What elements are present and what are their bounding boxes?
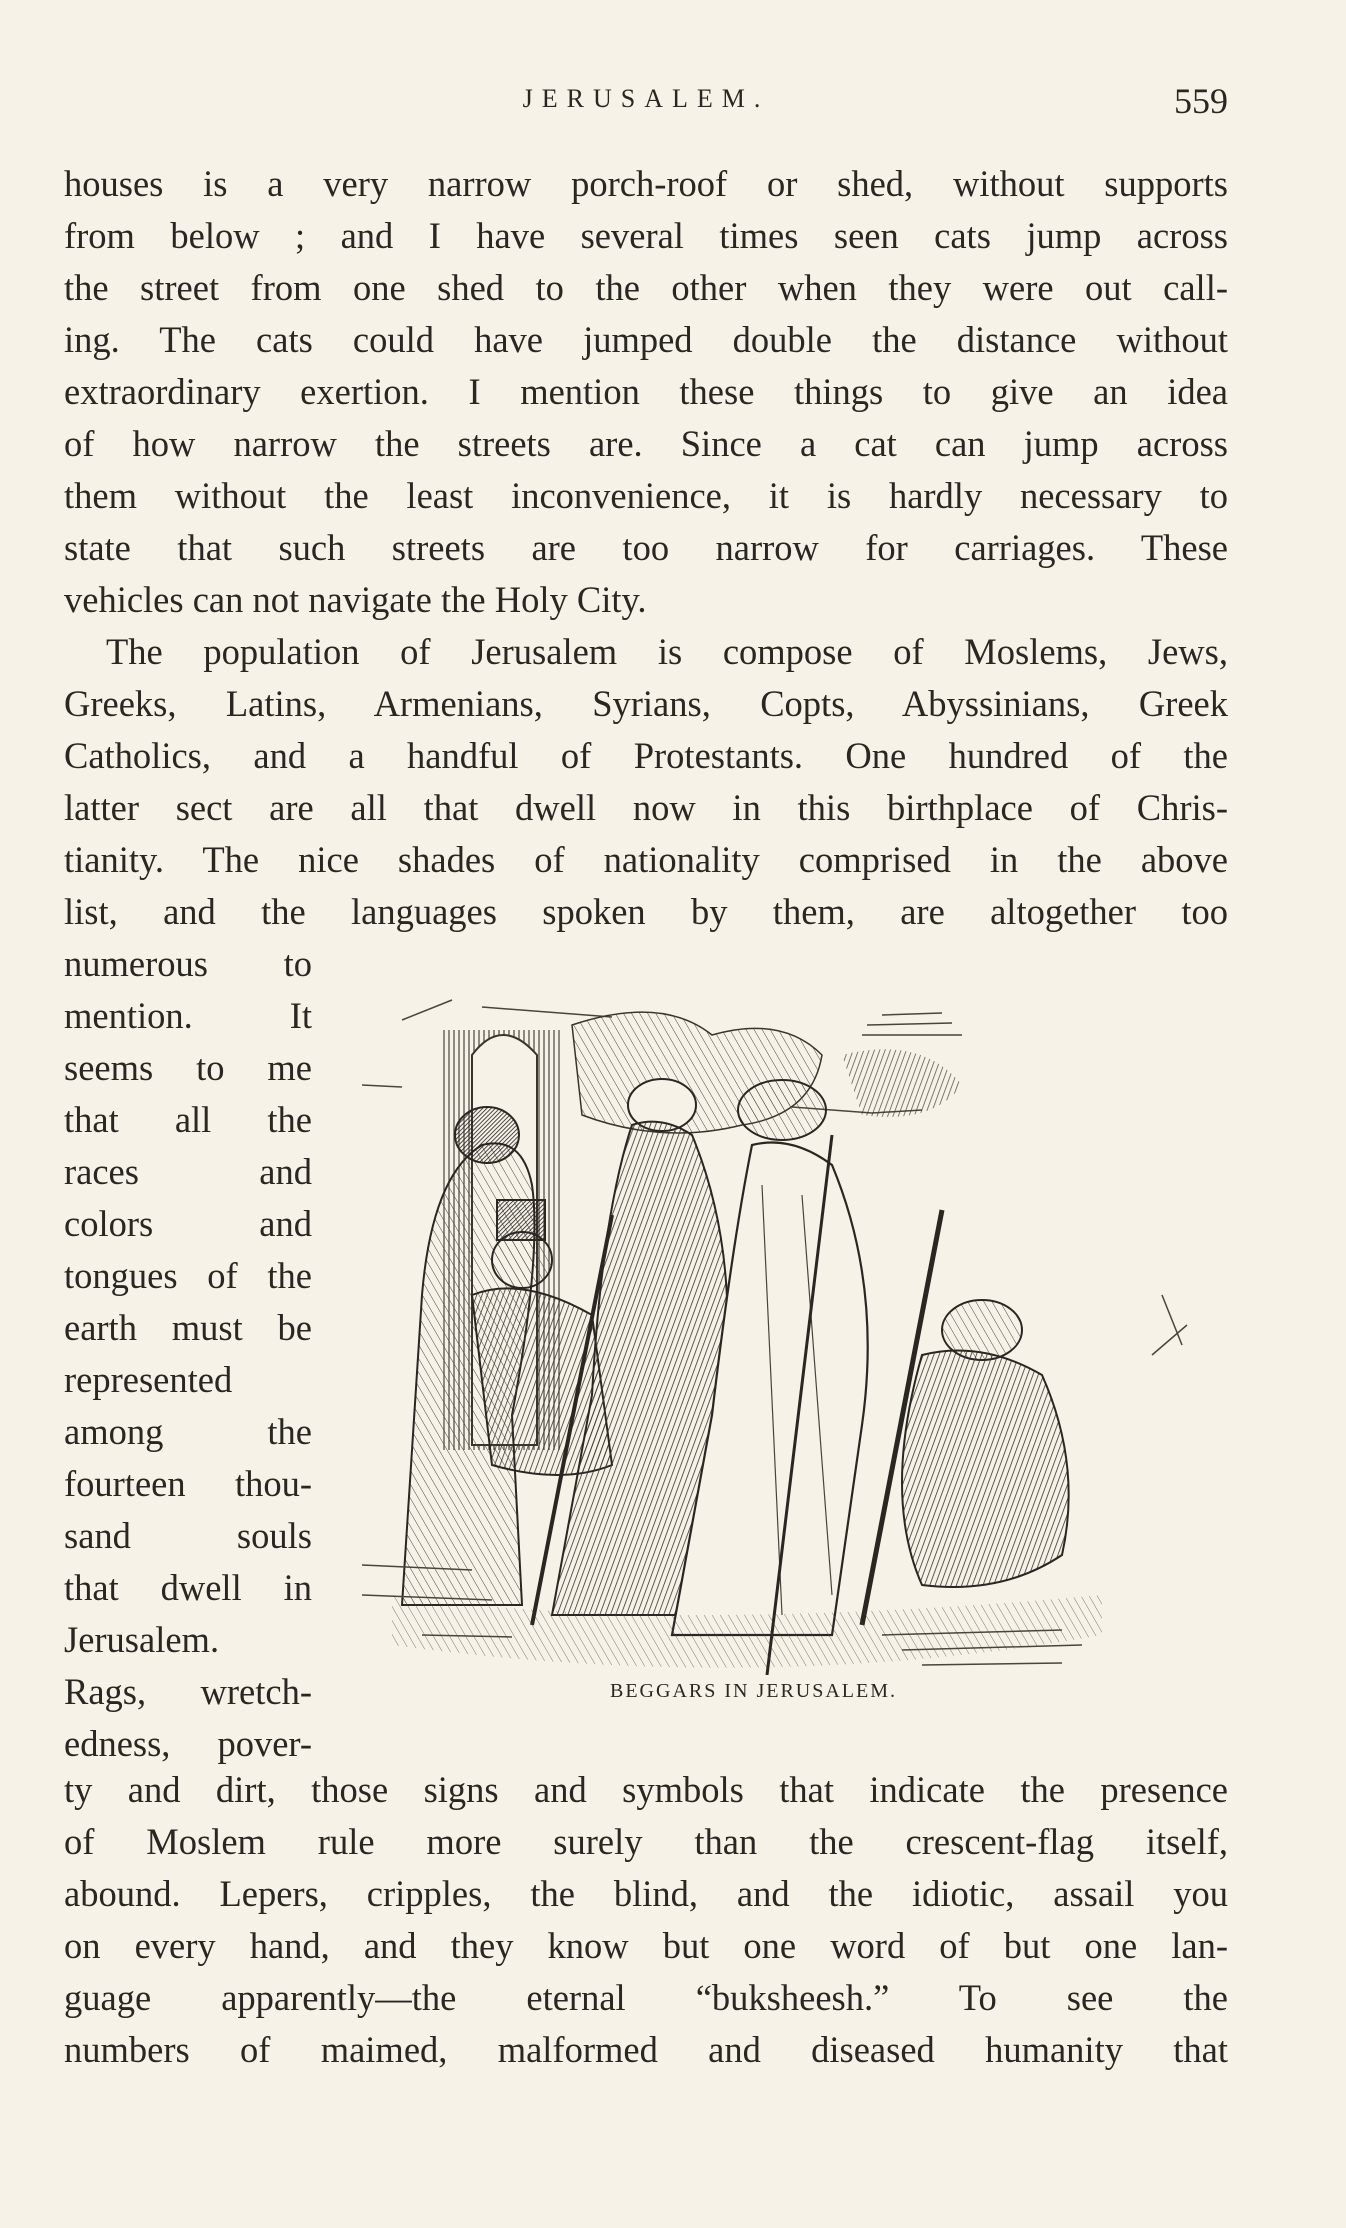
text-line: numerous to <box>64 943 312 984</box>
text-line: of Moslem rule more surely than the crescent-flag itself, <box>64 1821 1228 1862</box>
running-head <box>64 80 1228 130</box>
text-line: houses is a very narrow porch-roof or shed, without supports <box>64 163 1228 204</box>
text-line: fourteen thou- <box>64 1463 312 1504</box>
text-line: ing. The cats could have jumped double the distance without <box>64 319 1228 360</box>
text-line: among the <box>64 1411 312 1452</box>
text-line: them without the least inconvenience, it is hardly necessary to <box>64 475 1228 516</box>
text-line: Rags, wretch- <box>64 1671 312 1712</box>
engraving-image <box>362 995 1228 1675</box>
text-line: that all the <box>64 1099 312 1140</box>
text-line: extraordinary exertion. I mention these things to give an idea <box>64 371 1228 412</box>
text-line: the street from one shed to the other when they were out call- <box>64 267 1228 308</box>
text-line: on every hand, and they know but one word of but one lan- <box>64 1925 1228 1966</box>
text-line: Catholics, and a handful of Protestants. One hundred of the <box>64 735 1228 776</box>
text-line: numbers of maimed, malformed and diseased humanity that <box>64 2029 1228 2070</box>
text-line: The population of Jerusalem is compose of Moslems, Jews, <box>106 631 1228 672</box>
text-line: from below ; and I have several times seen cats jump across <box>64 215 1228 256</box>
text-line: represented <box>64 1359 233 1400</box>
running-title: JERUSALEM. <box>522 84 770 113</box>
figure-caption: BEGGARS IN JERUSALEM. <box>610 1680 898 1702</box>
text-line: edness, pover- <box>64 1723 312 1764</box>
text-line: state that such streets are too narrow for carriages. These <box>64 527 1228 568</box>
text-line: mention. It <box>64 995 312 1036</box>
text-line: Jerusalem. <box>64 1619 220 1660</box>
text-line: tianity. The nice shades of nationality comprised in the above <box>64 839 1228 880</box>
text-line: races and <box>64 1151 312 1192</box>
text-line: sand souls <box>64 1515 312 1556</box>
text-line: seems to me <box>64 1047 312 1088</box>
text-line: vehicles can not navigate the Holy City. <box>64 579 647 620</box>
text-line: abound. Lepers, cripples, the blind, and the idiotic, assail you <box>64 1873 1228 1914</box>
page-number: 559 <box>1174 81 1228 121</box>
text-line: ty and dirt, those signs and symbols that indicate the presence <box>64 1769 1228 1810</box>
text-line: earth must be <box>64 1307 312 1348</box>
illustration-beggars <box>362 995 1228 1702</box>
text-line: of how narrow the streets are. Since a cat can jump across <box>64 423 1228 464</box>
text-line: tongues of the <box>64 1255 312 1296</box>
text-line: colors and <box>64 1203 312 1244</box>
text-line: list, and the languages spoken by them, are altogether too <box>64 891 1228 932</box>
text-line: latter sect are all that dwell now in this birthplace of Chris- <box>64 787 1228 828</box>
text-line: guage apparently—the eternal “buksheesh.” To see the <box>64 1977 1228 2018</box>
text-line: Greeks, Latins, Armenians, Syrians, Copts, Abyssinians, Greek <box>64 683 1228 724</box>
text-line: that dwell in <box>64 1567 312 1608</box>
